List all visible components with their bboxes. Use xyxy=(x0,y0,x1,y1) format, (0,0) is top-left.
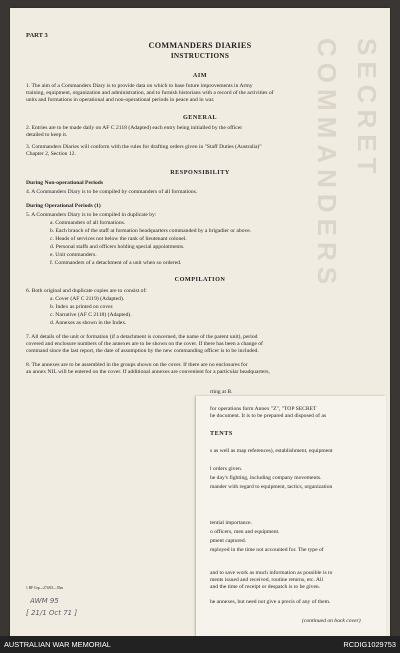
general-heading: GENERAL xyxy=(182,114,218,121)
caption-record-id: RCDIG1029753 xyxy=(343,640,396,649)
paragraph-5-item-f: f. Commanders of a detachment of a unit when so ordered. xyxy=(50,260,182,266)
part-label: PART 3 xyxy=(26,32,48,39)
insert-line-11: pment captured. xyxy=(210,538,247,544)
doc-subtitle: INSTRUCTIONS xyxy=(170,52,230,60)
paragraph-7-line-3: command since the last report, the date of assumption by the new commanding officer is to be included. xyxy=(26,348,259,354)
insert-heading-contents: TENTS xyxy=(210,430,233,437)
paragraph-3-line-1: 3. Commanders Diaries will conform with the rules for drafting orders given in "Staff Duties (Australia)" xyxy=(26,144,262,150)
insert-line-6: l orders given. xyxy=(210,466,243,472)
paragraph-6-item-c: c. Narrative (AF C 2118) (Adapted). xyxy=(50,312,132,318)
aim-heading: AIM xyxy=(192,72,208,79)
continued-note: (continued on back cover) xyxy=(302,618,361,624)
paragraph-1-line-3: units and formations in operational and non-operational periods in peace and in war. xyxy=(26,97,215,103)
responsibility-heading: RESPONSIBILITY xyxy=(170,169,230,176)
paragraph-6: 6. Both original and duplicate copies are to consist of: xyxy=(26,288,147,294)
operational-heading: During Operational Periods (1) xyxy=(26,203,101,209)
doc-title: COMMANDERS DIARIES xyxy=(148,41,252,50)
paragraph-7-line-1: 7. All details of the unit or formation (if a detachment is concerned, the name of the parent unit), period xyxy=(26,334,258,340)
backprint-text-1: COMMANDERS xyxy=(312,38,342,291)
insert-line-10: o officers, men and equipment. xyxy=(210,529,280,535)
non-operational-heading: During Non-operational Periods xyxy=(26,180,104,186)
insert-line-2: for operations form Annex "Z", "TOP SECRET xyxy=(210,406,317,412)
paragraph-4: 4. A Commanders Diary is to be compiled by commanders of all formations. xyxy=(26,189,198,195)
insert-line-15: and the time of receipt or despatch is to be given. xyxy=(210,584,321,590)
document-page xyxy=(10,8,390,636)
paragraph-5-item-d: d. Personal staffs and officers holding special appointments. xyxy=(50,244,185,250)
paragraph-2-line-1: 2. Entries are to be made daily on AF C 2118 (Adapted) each entry being initialled by the officer xyxy=(26,125,243,131)
insert-line-3: he document. It is to be prepared and disposed of as xyxy=(210,413,327,419)
caption-institution: AUSTRALIAN WAR MEMORIAL xyxy=(4,640,111,649)
handwritten-date: [ 21/1 Oct 71 ] xyxy=(26,609,78,617)
paragraph-5-item-a: a. Commanders of all formations. xyxy=(50,220,126,226)
insert-line-5: s as well as map references), establishment, equipment xyxy=(210,448,333,454)
printer-mark: 1 BF Grp—274/65—55m xyxy=(26,586,64,590)
insert-line-7: he day's fighting, including company movements. xyxy=(210,475,322,481)
paragraph-8-line-1: 8. The annexes are to be assembled in the groups shown on the cover. If there are no enclosures for xyxy=(26,362,248,368)
insert-line-1: rting at B. xyxy=(210,389,233,395)
paragraph-8-line-2: an annex NIL will be entered on the cover. If additional annexes are convenient for a particular headquarters, xyxy=(26,369,270,375)
paragraph-5-item-c: c. Heads of services not below the rank of lieutenant colonel. xyxy=(50,236,187,242)
paragraph-2-line-2: detailed to keep it. xyxy=(26,132,68,138)
handwritten-reference: AWM 95 xyxy=(30,597,59,605)
insert-line-13: and to save work as much information as possible is to xyxy=(210,570,333,576)
paragraph-3-line-2: Chapter 2, Section 12. xyxy=(26,151,76,157)
caption-bar xyxy=(0,636,400,653)
paragraph-1-line-1: 1. The aim of a Commanders Diary is to provide data on which to base future improvements in Army xyxy=(26,83,253,89)
insert-line-16: he annexes, but need not give a precis of any of them. xyxy=(210,599,331,605)
paragraph-5-item-e: e. Unit commanders. xyxy=(50,252,97,258)
backprint-text-2: SECRET xyxy=(352,38,382,180)
insert-line-9: tential importance. xyxy=(210,520,252,526)
overlapping-insert-sheet xyxy=(196,389,386,636)
paragraph-1-line-2: training, equipment, organization and administration, and to furnish historians with a record of the activities of xyxy=(26,90,274,96)
insert-line-8: mander with regard to equipment, tactics, organization xyxy=(210,484,333,490)
compilation-heading: COMPILATION xyxy=(174,276,226,283)
paragraph-5: 5. A Commanders Diary is to be compiled in duplicate by: xyxy=(26,212,157,218)
insert-line-14: ments issued and received, routine returns, etc. All xyxy=(210,577,324,583)
insert-line-12: mployed in the time not accounted for. The type of xyxy=(210,547,324,553)
paragraph-6-item-b: b. Index as printed on cover. xyxy=(50,304,114,310)
paragraph-6-item-d: d. Annexes as shown in the Index. xyxy=(50,320,127,326)
paragraph-7-line-2: covered and enclosure numbers of the annexes are to be shown on the cover. If there has been a change of xyxy=(26,341,263,347)
paragraph-6-item-a: a. Cover (AF C 2119) (Adapted). xyxy=(50,296,125,302)
paragraph-5-item-b: b. Each branch of the staff at formation headquarters commanded by a brigadier or above. xyxy=(50,228,252,234)
